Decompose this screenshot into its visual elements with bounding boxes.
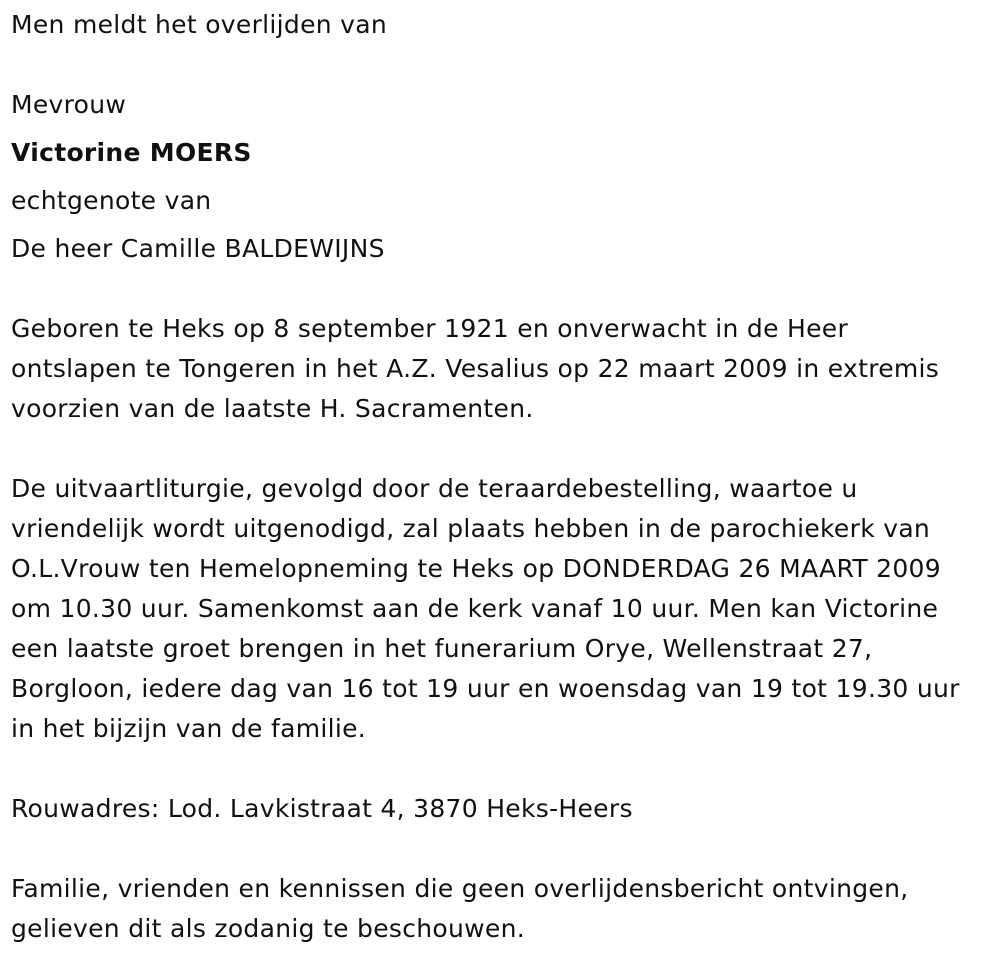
closing-paragraph bbox=[11, 869, 909, 949]
paragraph-line: De uitvaartliturgie, gevolgd door de teraardebestelling, waartoe u bbox=[11, 474, 858, 503]
paragraph-line: voorzien van de laatste H. Sacramenten. bbox=[11, 394, 534, 423]
intro-text: Men meldt het overlijden van bbox=[11, 10, 388, 39]
paragraph-line: Borgloon, iedere dag van 16 tot 19 uur en woensdag van 19 tot 19.30 uur bbox=[11, 674, 960, 703]
paragraph-line: een laatste groet brengen in het funerarium Orye, Wellenstraat 27, bbox=[11, 634, 873, 663]
paragraph-line: gelieven dit als zodanig te beschouwen. bbox=[11, 914, 525, 943]
paragraph-line: O.L.Vrouw ten Hemelopneming te Heks op DONDERDAG 26 MAART 2009 bbox=[11, 554, 941, 583]
deceased-title: Mevrouw bbox=[11, 90, 127, 119]
mourning-address: Rouwadres: Lod. Lavkistraat 4, 3870 Heks-Heers bbox=[11, 794, 633, 823]
paragraph-line: in het bijzijn van de familie. bbox=[11, 714, 367, 743]
deceased-name: Victorine MOERS bbox=[11, 138, 252, 167]
funeral-paragraph bbox=[11, 469, 960, 749]
relation-text: echtgenote van bbox=[11, 186, 212, 215]
paragraph-line: Geboren te Heks op 8 september 1921 en onverwacht in de Heer bbox=[11, 314, 849, 343]
paragraph-line: Familie, vrienden en kennissen die geen overlijdensbericht ontvingen, bbox=[11, 874, 909, 903]
birth-paragraph bbox=[11, 309, 939, 429]
paragraph-line: vriendelijk wordt uitgenodigd, zal plaats hebben in de parochiekerk van bbox=[11, 514, 931, 543]
paragraph-line: ontslapen te Tongeren in het A.Z. Vesalius op 22 maart 2009 in extremis bbox=[11, 354, 940, 383]
paragraph-line: om 10.30 uur. Samenkomst aan de kerk vanaf 10 uur. Men kan Victorine bbox=[11, 594, 939, 623]
spouse-name: De heer Camille BALDEWIJNS bbox=[11, 234, 385, 263]
